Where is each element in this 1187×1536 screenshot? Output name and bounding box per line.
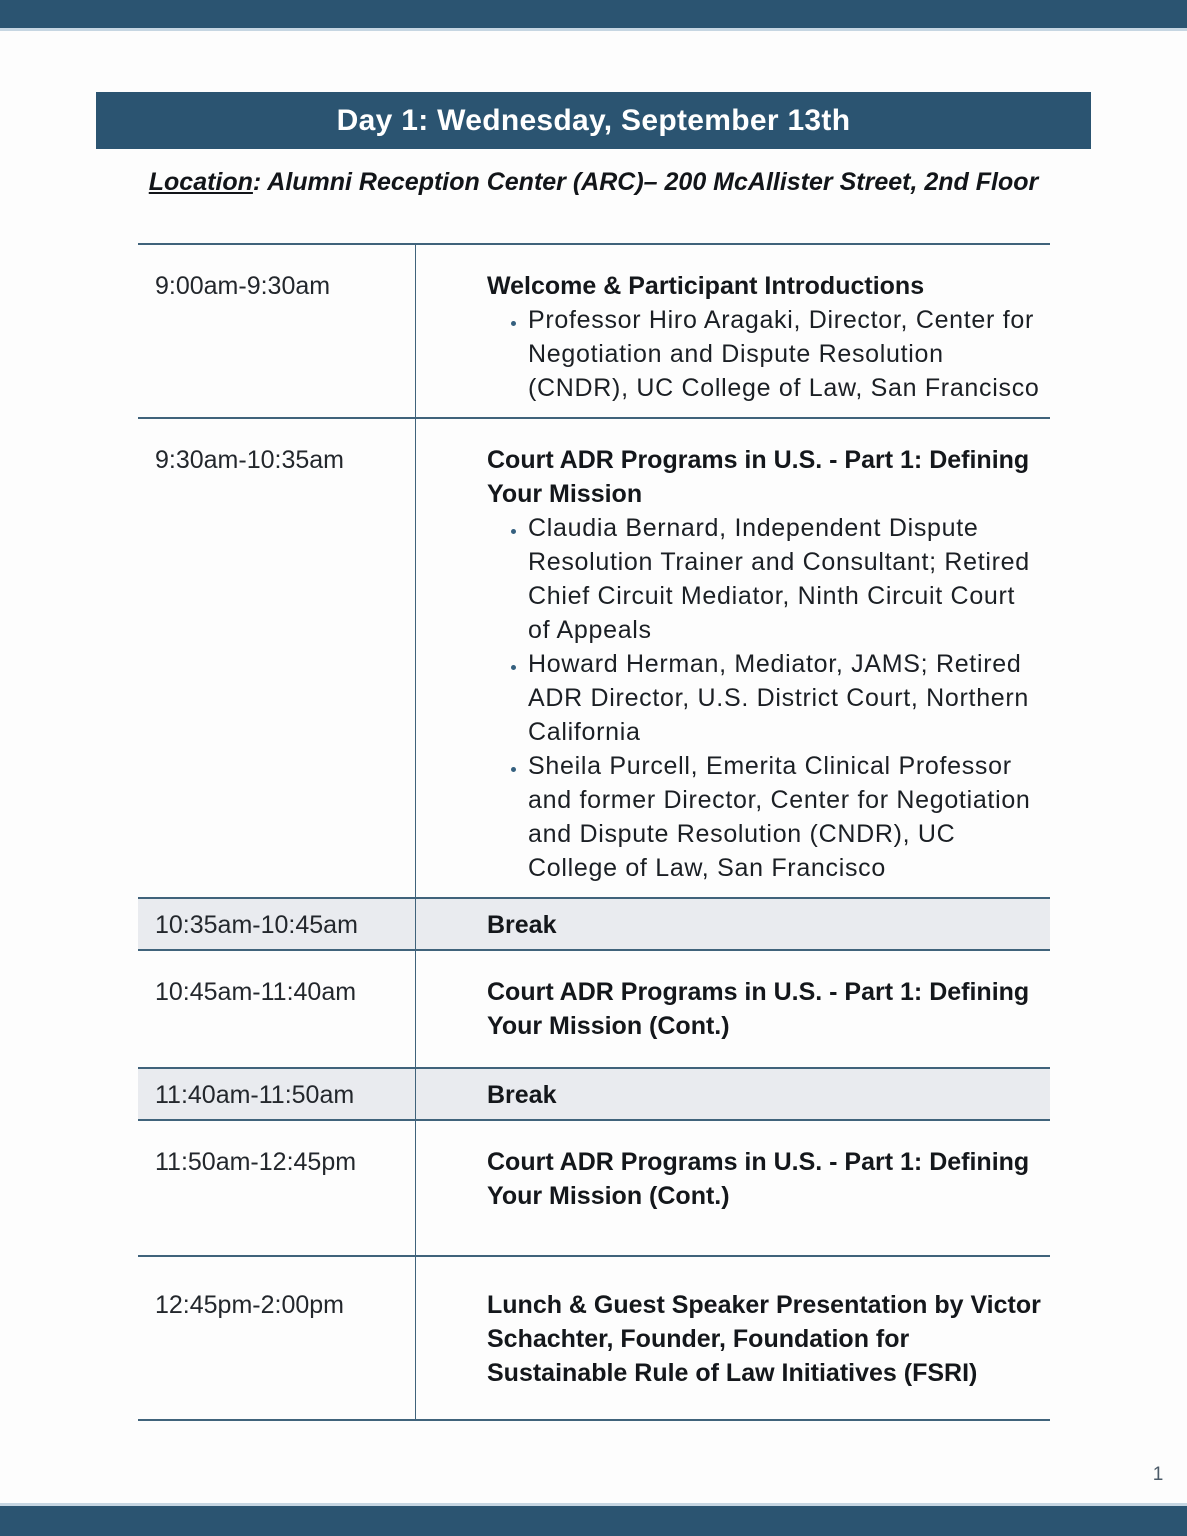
session-cell: [415, 419, 1050, 897]
session-cell: [415, 1069, 1050, 1119]
time-cell: 9:00am-9:30am: [155, 272, 331, 300]
session-cell: [415, 899, 1050, 949]
session-cell: [415, 951, 1050, 1067]
day-title: Day 1: Wednesday, September 13th: [336, 103, 851, 137]
time-cell: 11:50am-12:45pm: [155, 1148, 357, 1176]
speaker-item: • Claudia Bernard, Independent Dispute Resolution Trainer and Consultant; Retired Chief Circuit Mediator, Ninth Circuit Court of Appeals: [528, 511, 1044, 647]
session-title: Court ADR Programs in U.S. - Part 1: Defining Your Mission (Cont.): [487, 978, 1030, 1040]
schedule-row: [138, 1119, 1050, 1255]
session-title: Break: [487, 911, 557, 939]
time-cell: 10:35am-10:45am: [155, 911, 358, 939]
session-cell: [415, 1121, 1050, 1255]
time-cell: 11:40am-11:50am: [155, 1081, 355, 1109]
page-number: 1: [1152, 1464, 1164, 1485]
session-title: Lunch & Guest Speaker Presentation by Victor Schachter, Founder, Foundation for Sustainable Rule of Law Initiatives (FSRI): [487, 1291, 1041, 1387]
day-title-banner: [96, 92, 1091, 149]
session-title: Break: [487, 1081, 557, 1109]
session-title: Court ADR Programs in U.S. - Part 1: Defining Your Mission: [487, 446, 1030, 508]
top-accent-bar: [0, 0, 1187, 31]
speaker-item: • Sheila Purcell, Emerita Clinical Professor and former Director, Center for Negotiation and Dispute Resolution (CNDR), UC College of Law, San Francisco: [528, 749, 1044, 885]
speaker-list: [487, 303, 1044, 405]
speaker-list: [487, 511, 1044, 885]
location-line: [96, 164, 1091, 200]
schedule-row: [138, 243, 1050, 417]
time-cell: 12:45pm-2:00pm: [155, 1291, 345, 1319]
session-cell: [415, 245, 1050, 417]
location-text: : Alumni Reception Center (ARC)– 200 McAllister Street, 2nd Floor: [252, 168, 1039, 196]
speaker-item: • Howard Herman, Mediator, JAMS; Retired ADR Director, U.S. District Court, Northern California: [528, 647, 1044, 749]
session-title: Court ADR Programs in U.S. - Part 1: Defining Your Mission (Cont.): [487, 1148, 1030, 1210]
location-label: Location: [148, 168, 253, 196]
speaker-item: • Professor Hiro Aragaki, Director, Center for Negotiation and Dispute Resolution (CNDR), UC College of Law, San Francisco: [528, 303, 1044, 405]
schedule-row: [138, 1067, 1050, 1119]
bottom-accent-bar: [0, 1503, 1187, 1536]
time-cell: 9:30am-10:35am: [155, 446, 345, 474]
session-title: Welcome & Participant Introductions: [487, 272, 925, 300]
session-cell: [415, 1257, 1050, 1419]
schedule-row: [138, 949, 1050, 1067]
time-cell: 10:45am-11:40am: [155, 978, 357, 1006]
schedule-row: [138, 897, 1050, 949]
schedule-table: [138, 243, 1050, 1421]
schedule-row: [138, 417, 1050, 897]
schedule-row: [138, 1255, 1050, 1419]
